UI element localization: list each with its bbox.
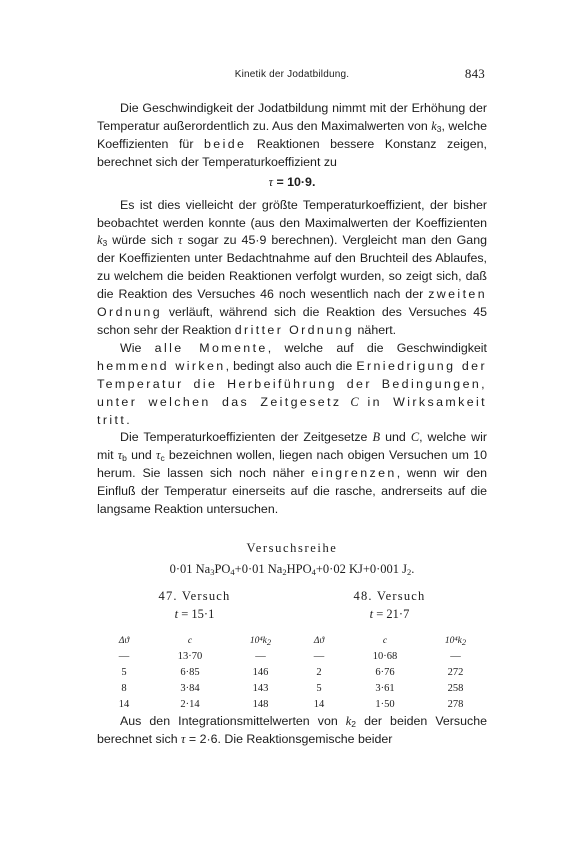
formula-part: 0·01 Na: [169, 561, 211, 576]
table-cell: —: [450, 650, 461, 662]
series-title: Versuchsreihe: [246, 540, 338, 555]
table-cell: 2·14: [180, 698, 200, 710]
tau-symbol: τ: [117, 448, 123, 463]
table-row: [97, 665, 292, 681]
header-subscript: 2: [461, 636, 467, 647]
table-cell: 143: [252, 682, 269, 694]
p2-text-a: Es ist dies vielleicht der größte Temperaturkoeffizient, der bisher beobachtet werden konnte (aus den Maximalwerten der Koeffizienten: [97, 197, 487, 230]
table-row: [292, 665, 487, 681]
p3-text-c: , bedingt also auch die: [225, 358, 357, 373]
k-subscript: 2: [351, 718, 357, 729]
spaced-emphasis: eingrenzen: [311, 466, 397, 481]
p1-text-c: Reaktionen bessere Konstanz zeigen, berechnet sich der Temperaturkoeffizient zu: [97, 136, 487, 169]
paragraph-1: [97, 100, 487, 172]
p1-text-a: Die Geschwindigkeit der Jodatbildung nimmt mit der Erhöhung der Temperatur außerordentlich zu. Aus den Maximalwerten von: [97, 101, 487, 133]
table-cell: 14: [313, 698, 325, 710]
spaced-emphasis: zweiten Ordnung: [97, 287, 487, 320]
paragraph-3: [97, 340, 487, 430]
tau-c-subscript: c: [160, 453, 165, 464]
p4-text-b: und: [380, 430, 411, 445]
equation-tau: [97, 173, 487, 191]
table-cell: 272: [447, 666, 464, 678]
temperature-symbol: t: [174, 606, 179, 621]
p4-text-c: , welche wir mit: [97, 430, 487, 463]
p5-text-c: = 2·6. Die Reaktionsgemische beider: [185, 731, 393, 746]
p4-text-d: und: [126, 448, 156, 463]
formula-subscript: 3: [210, 566, 215, 577]
table-header-row: [97, 633, 292, 649]
table-cell: 6·76: [375, 666, 395, 678]
law-c-symbol: C: [410, 430, 420, 445]
p5-text-a: Aus den Integrationsmittelwerten von: [120, 713, 346, 728]
page-number: 843: [464, 66, 485, 81]
paragraph-4: [97, 429, 487, 519]
table-cell: 148: [252, 698, 269, 710]
reaction-formula: [97, 559, 487, 579]
p3-text-d: .: [126, 412, 130, 427]
table-cell: 13·70: [177, 650, 203, 662]
table-cell: —: [313, 650, 325, 662]
formula-subscript: 2: [407, 566, 412, 577]
header-subscript: 2: [266, 636, 272, 647]
temperature-symbol: t: [369, 606, 374, 621]
column-header-delta: Δϑ: [118, 635, 130, 646]
formula-part: PO: [214, 561, 231, 576]
p4-text-f: , wenn wir den Einfluß der Temperatur einerseits auf die rasche, andrerseits auf die langsame Reaktion untersuchen.: [97, 466, 487, 517]
law-c-symbol: C: [350, 394, 359, 409]
table-cell: 278: [447, 698, 464, 710]
page: [97, 66, 487, 749]
table-row: [292, 697, 487, 713]
header-text: 10⁴k: [444, 635, 462, 646]
data-table: [97, 633, 487, 713]
p2-text-e: nähert.: [354, 322, 397, 337]
spaced-emphasis: hemmend wirken: [97, 358, 226, 373]
spaced-emphasis: Erniedrigung der Temperatur die Herbeiführung der Bedingungen, unter welchen das Zeitgesetz: [97, 358, 487, 409]
spaced-emphasis: dritter Ordnung: [234, 322, 355, 337]
p3-text-b: , welche auf die Geschwindigkeit: [267, 340, 487, 355]
formula-part: +0·02 KJ+0·001 J: [315, 561, 408, 576]
temperature-value: = 21·7: [373, 606, 410, 621]
table-row: [292, 649, 487, 665]
k-subscript: 3: [436, 123, 442, 134]
p1-text-b: , welche Koeffizienten für: [97, 118, 487, 151]
law-b-symbol: B: [372, 430, 381, 445]
running-title: Kinetik der Jodatbildung.: [234, 69, 350, 80]
p2-text-d: verläuft, während sich die Reaktion des Versuches 45 schon sehr der Reaktion: [97, 305, 487, 337]
column-header-c: c: [382, 635, 388, 646]
table-cell: 6·85: [180, 666, 200, 678]
p2-text-c: sogar zu 45·9 berechnen). Vergleicht man den Gang der Koeffizienten unter Bedachtnahme auf den Bruchteil des Ablaufes, zu welchem die beiden Reaktionen verfolgt wurden, so zeigt sich, daß die Reaktion des Versuches 46 noch wesentlich nach der: [97, 233, 487, 302]
table-row: [292, 681, 487, 697]
experiment-temperature: [97, 605, 292, 623]
column-header-k2: [229, 633, 292, 649]
formula-part: +0·01 Na: [234, 561, 283, 576]
column-header-k2: [424, 633, 487, 649]
table-cell: 14: [118, 698, 130, 710]
tau-symbol: τ: [156, 448, 161, 463]
experiment-48: [292, 587, 487, 623]
table-cell: 8: [121, 682, 127, 694]
p4-text-a: Die Temperaturkoeffizienten der Zeitgesetze: [120, 430, 373, 445]
table-group-left: [97, 633, 292, 713]
tau-b-subscript: b: [122, 453, 127, 464]
table-cell: 2: [316, 666, 322, 678]
header-text: 10⁴k: [249, 635, 267, 646]
table-row: [97, 649, 292, 665]
k-subscript: 3: [102, 238, 108, 249]
table-header-row: [292, 633, 487, 649]
table-cell: 146: [252, 666, 269, 678]
formula-part: .: [411, 561, 415, 576]
table-cell: 1·50: [375, 698, 395, 710]
experiment-headers: [97, 587, 487, 623]
experiment-series: [97, 539, 487, 579]
experiment-label: 48. Versuch: [353, 588, 426, 603]
paragraph-5: [97, 713, 487, 749]
column-header-c: c: [187, 635, 193, 646]
tau-value: = 10·9.: [273, 174, 316, 189]
spaced-emphasis: alle Momente: [154, 340, 268, 355]
k-variable: k: [431, 118, 437, 133]
spaced-emphasis: in Wirksamkeit tritt: [97, 394, 487, 427]
table-cell: —: [118, 650, 130, 662]
formula-part: HPO: [286, 561, 312, 576]
tau-symbol: τ: [268, 174, 274, 189]
temperature-value: = 15·1: [178, 606, 215, 621]
table-cell: —: [255, 650, 266, 662]
table-cell: 3·61: [375, 682, 395, 694]
p3-text-a: Wie: [120, 340, 155, 355]
tau-symbol: τ: [181, 731, 186, 746]
formula-subscript: 2: [282, 566, 287, 577]
table-cell: 10·68: [372, 650, 398, 662]
table-row: [97, 681, 292, 697]
experiment-label: 47. Versuch: [158, 588, 231, 603]
k-variable: k: [345, 713, 352, 728]
table-row: [97, 697, 292, 713]
experiment-47: [97, 587, 292, 623]
experiment-temperature: [292, 605, 487, 623]
paragraph-2: [97, 197, 487, 340]
table-cell: 3·84: [180, 682, 200, 694]
p4-text-e: bezeichnen wollen, liegen nach obigen Versuchen um 10 herum. Sie lassen sich noch näher: [97, 448, 487, 481]
table-cell: 5: [121, 666, 127, 678]
table-cell: 5: [316, 682, 322, 694]
formula-subscript: 4: [311, 566, 316, 577]
p5-text-b: der beiden Versuche berechnet sich: [97, 713, 487, 746]
running-head: [97, 66, 487, 84]
body-text: [97, 100, 487, 749]
table-group-right: [292, 633, 487, 713]
p2-text-b: würde sich: [107, 233, 179, 248]
spaced-emphasis: beide: [204, 136, 247, 151]
tau-symbol: τ: [178, 233, 183, 248]
formula-subscript: 4: [230, 566, 235, 577]
table-cell: 258: [447, 682, 464, 694]
column-header-delta: Δϑ: [313, 635, 325, 646]
k-variable: k: [97, 233, 103, 248]
